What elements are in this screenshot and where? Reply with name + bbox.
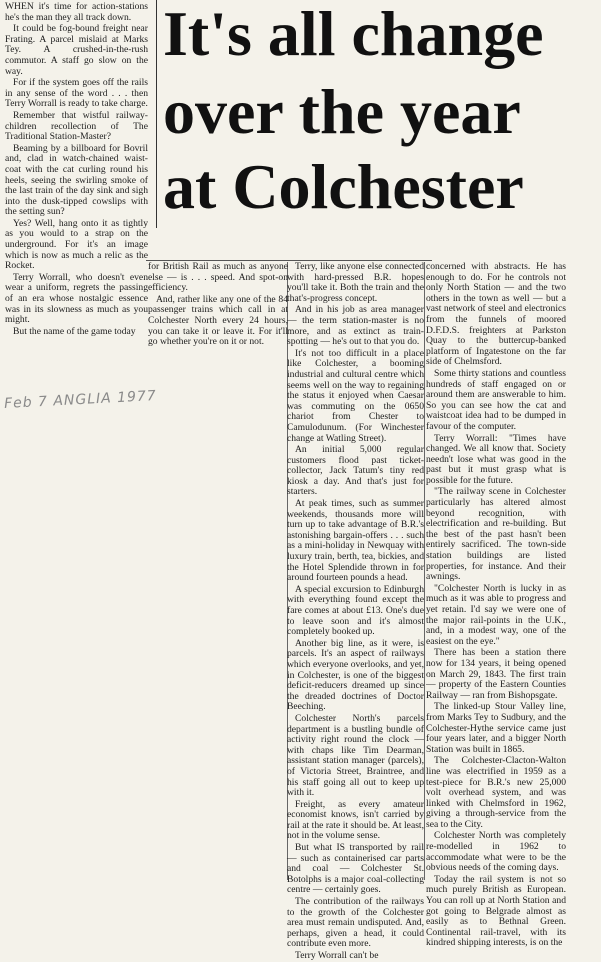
paragraph: And, rather like any one of the 84 passenger trains which call in at Colchester North every 24 hours, you can take it or leave it. For it'll go whether you're on it or not.	[148, 293, 288, 348]
paragraph: Colchester North's parcels department is a bustling bundle of activity right round the clock — with chaps like Tim Dearman, assistant station manager (parcels), of Victoria Street, Braintree, and his staff going all out to keep up with it.	[287, 712, 424, 799]
paragraph: Another big line, as it were, is parcels. It's an aspect of railways which everyone overlooks, and yet, in Colchester, is one of the biggest deficit-reducers dreamed up since the dreaded doctrines of Doctor Beeching.	[287, 637, 424, 713]
headline-line-2: over the year	[163, 76, 521, 147]
article-column-4	[426, 261, 566, 949]
paragraph: It's not too difficult in a place like Colchester, a booming industrial and cultural centre which seems well on the way to regaining the status it enjoyed when Caesar was commuting on the 0650 chariot from Chester to Camulodunum. (For Winchester change at Watling Street).	[287, 347, 424, 444]
column-divider	[424, 262, 425, 880]
paragraph: There has been a station there now for 134 years, it being opened on March 29, 1843. The first train — property of the Eastern Counties Railway — ran from Bishopsgate.	[426, 647, 566, 701]
paragraph: Yes? Well, hang onto it as tightly as you would to a strap on the underground. For it's an image which is now as much a relic as the Rocket.	[5, 217, 148, 272]
paragraph: Terry, like anyone else connected with hard-pressed B.R. hopes you'll take it. Both the train and the that's-progress concept.	[287, 261, 424, 304]
paragraph: A special excursion to Edinburgh with everything found except the fare comes at about £13. One's due to leave soon and it's almost completely booked up.	[287, 583, 424, 638]
paragraph: But the name of the game today	[13, 325, 136, 337]
paragraph: WHEN it's time for action-stations he's the man they all track down.	[5, 1, 148, 23]
paragraph: Terry Worrall, who doesn't even wear a uniform, regrets the passing of an era whose nostalgic essence was in its slowness as much as you might.	[5, 271, 148, 326]
article-column-1	[5, 2, 148, 362]
paragraph: for British Rail as much as anyone else — is . . . speed. And spot-on efficiency.	[148, 261, 288, 294]
headline	[156, 0, 601, 228]
paragraph: An initial 5,000 regular customers flood past ticket-collector, Jack Tatum's tiny red kiosk a day. And that's just for starters.	[287, 444, 424, 498]
paragraph: Terry Worrall: "Times have changed. We all know that. Society needn't lose what was good in the past but it must grasp what is possible for the future.	[426, 432, 566, 486]
paragraph: Terry Worrall can't be	[295, 950, 379, 961]
paragraph: It could be fog-bound freight near Frating. A parcel mislaid at Marks Tey. A crushed-in-the-rush commutor. A staff go slow on the way.	[5, 23, 148, 77]
paragraph: The linked-up Stour Valley line, from Marks Tey to Sudbury, and the Colchester-Hythe service came just four years later, and a bigger North Station was built in 1865.	[426, 701, 566, 755]
paragraph: Colchester North was completely re-modelled in 1962 to accommodate what were to be the obvious needs of the coming days.	[426, 830, 566, 874]
paragraph: For if the system goes off the rails in any sense of the word . . . then Terry Worrall is ready to take charge.	[5, 77, 148, 110]
paragraph: And in his job as area manager — the term station-master is no more, and as extinct as train-spotting — he's out to that you do.	[287, 304, 424, 348]
paragraph: concerned with abstracts. He has enough to do. For he controls not only North Station — and the two others in the town as well — but a vast network of steel and electronics from the funnels of moored D.F.D.S. freighters at Parkston Quay to the buttercup-banked platform of Ingatestone on the far side of Chelmsford.	[426, 261, 566, 368]
paragraph: Today the rail system is not so much purely British as European. You can roll up at North Station and got going to Belgrade almost as easily as to Bethnal Green. Continental rail-travel, with its kindred shipping interests, is on the	[426, 873, 566, 949]
paragraph: Remember that wistful railway-children recollection of The Traditional Station-Master?	[5, 109, 148, 143]
paragraph: But what IS transported by rail — such as containerised car parts and coal — Colchester St. Botolphs is a major coal-collecting centre — certainly goes.	[287, 842, 424, 896]
paragraph: "The railway scene in Colchester particularly has altered almost beyond recognition, with electrification and re-building. But the best of the past hasn't been entirely sacrificed. The town-side station buildings are listed properties, for instance. And their awnings.	[426, 486, 566, 583]
paragraph: Freight, as every amateur economist knows, isn't carried by rail at the rate it should be. At least, not in the volume sense.	[287, 798, 424, 842]
paragraph: Some thirty stations and countless hundreds of staff engaged on or around them are answerable to him. So you can see how the cat and waistcoat idea had to be dumped in favour of the computer.	[426, 367, 566, 432]
headline-line-3: at Colchester	[163, 151, 524, 222]
headline-line-1: It's all change	[163, 0, 544, 69]
paragraph: At peak times, such as summer weekends, thousands more will turn up to take advantage of B.R.'s astonishing bargain-offers . . . such as a mini-holiday in Newquay with luxury train, berth, tea, bickies, and the Hotel Splendide thrown in for around fourteen pounds a head.	[287, 498, 424, 584]
paragraph: The contribution of the railways to the growth of the Colchester area must remain undisputed. And, perhaps, given a head, it could contribute even more.	[287, 896, 424, 950]
article-column-2	[148, 262, 288, 372]
paragraph: "Colchester North is lucky in as much as it was able to progress and yet retain. I'd say we were one of the major rail-points in the U.K., and, in a modest way, one of the easiest on the eye."	[426, 582, 566, 647]
paragraph: The Colchester-Clacton-Walton line was electrified in 1959 as a test-piece for B.R.'s new 25,000 volt overhead system, and was linked with Chelmsford in 1962, giving a through-service from the sea to the City.	[426, 755, 566, 830]
handwritten-date-note: Feb 7 ANGLIA 1977	[3, 388, 158, 412]
paragraph: Beaming by a billboard for Bovril and, clad in watch-chained waist-coat with the cat curling round his heels, seeing the swirling smoke of the last train of the day sink and sigh into the dusk-tipped cowslips with the setting sun?	[5, 142, 148, 218]
article-column-3	[287, 261, 424, 961]
